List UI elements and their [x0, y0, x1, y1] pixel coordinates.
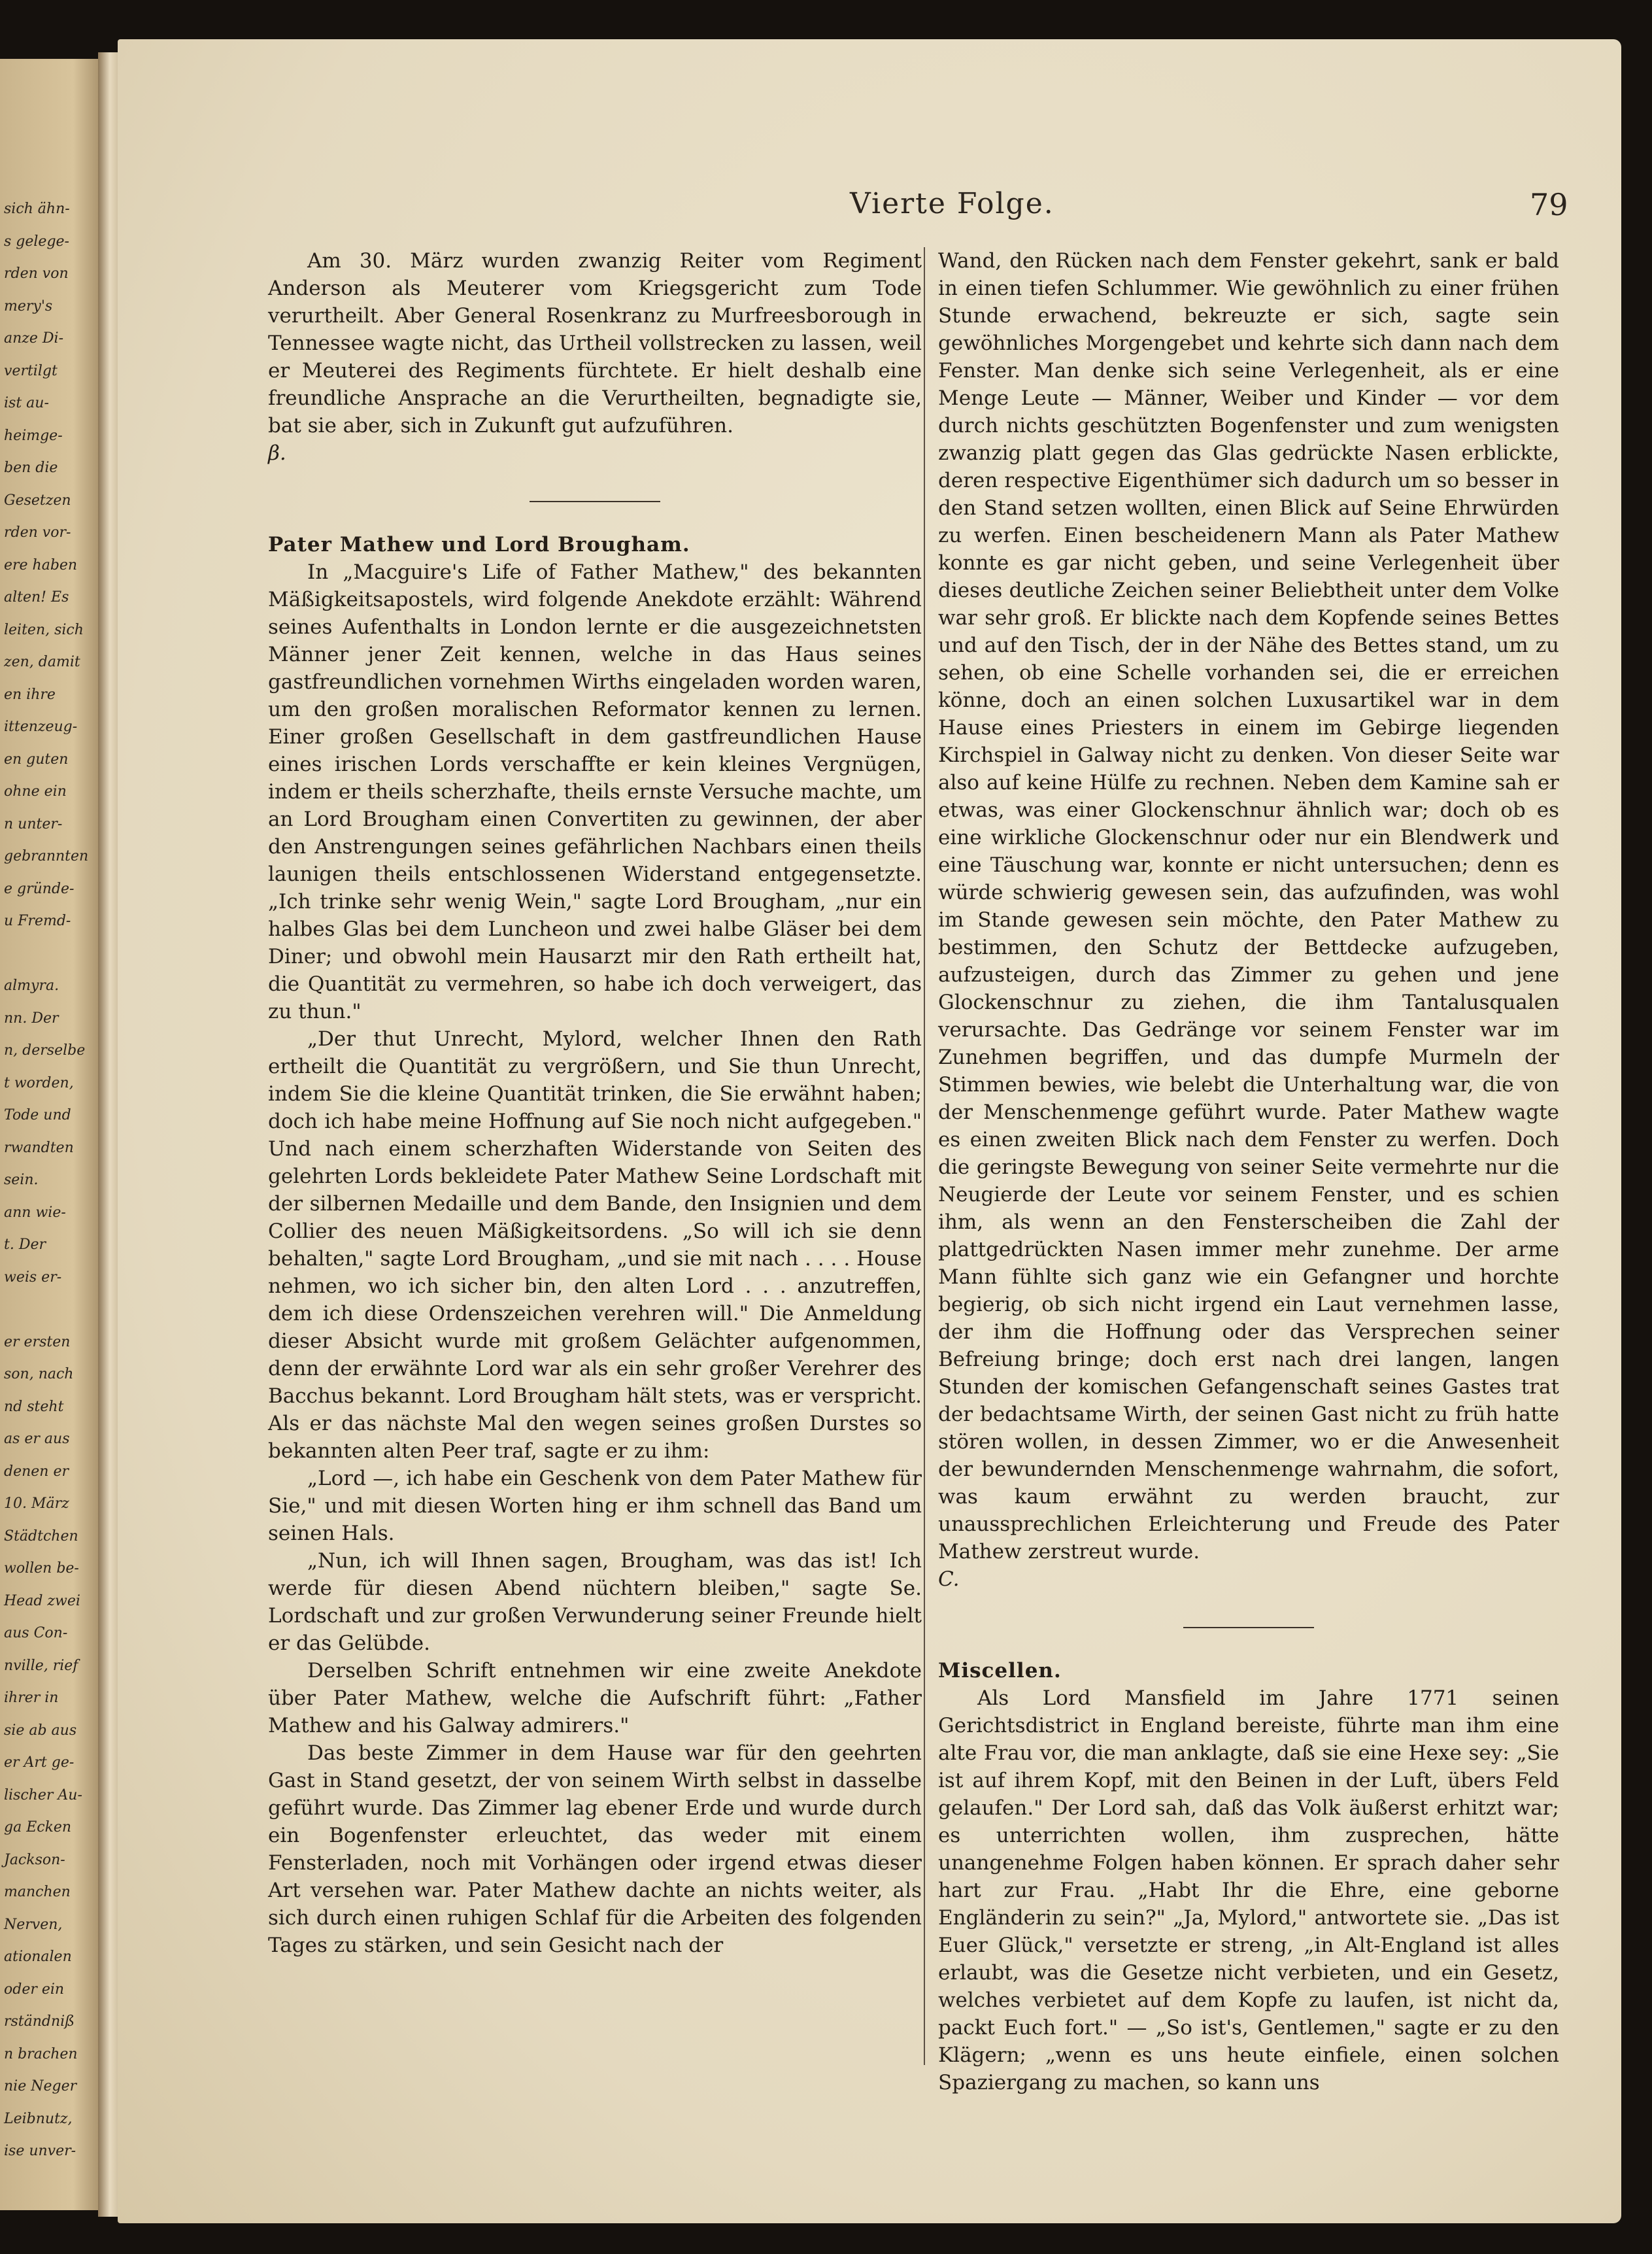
margin-fragment: u Fremd- — [4, 913, 71, 929]
margin-fragment: ann wie- — [4, 1204, 66, 1221]
signature: C. — [938, 1567, 960, 1591]
margin-fragment: Tode und — [4, 1107, 71, 1123]
page-number: 79 — [1530, 187, 1568, 222]
margin-fragment: ga Ecken — [4, 1819, 72, 1836]
signature: β. — [268, 441, 286, 465]
margin-fragment: Jackson- — [4, 1851, 65, 1868]
margin-fragment: t worden, — [4, 1074, 74, 1091]
paragraph: In „Macguire's Life of Father Mathew," des bekannten Mäßigkeitsapostels, wird folgende Anekdote erzählt: Während seines Aufenthalts in London lernte er die ausgezeichnetsten Männer jener Zeit kennen, welche in das Haus seines gastfreundlichen vornehmen Wirths eingeladen worden waren, um den großen moralischen Reformator kennen zu lernen. Einer großen Gesellschaft in dem gastfreundlichen Hause eines irischen Lords verschaffte er kein kleines Vergnügen, indem er theils scherzhafte, theils ernste Versuche machte, um an Lord Brougham einen Convertiten zu gewinnen, der aber den Anstrengungen seines gefährlichen Nachbars einen theils launigen theils entschlossenen Widerstand entgegensetzte. „Ich trinke sehr wenig Wein," sagte Lord Brougham, „nur ein halbes Glas bei dem Luncheon und zwei halbe Gläser bei dem Diner; und obwohl mein Hausarzt mir den Rath ertheilt hat, die Quantität zu vermehren, so habe ich doch verweigert, das zu thun." — [268, 560, 922, 1023]
margin-fragment: alten! Es — [4, 589, 69, 606]
margin-fragment: 10. März — [4, 1495, 69, 1512]
margin-fragment: rständniß — [4, 2013, 75, 2030]
margin-fragment: aus Con- — [4, 1625, 68, 1641]
margin-fragment: rwandten — [4, 1139, 74, 1156]
running-title: Vierte Folge. — [850, 187, 1054, 220]
page — [118, 39, 1621, 2223]
margin-fragment: ise unver- — [4, 2143, 76, 2159]
margin-fragment: er ersten — [4, 1333, 71, 1350]
margin-fragment: heimge- — [4, 427, 63, 444]
margin-fragment: oder ein — [4, 1981, 65, 1998]
margin-fragment: as er aus — [4, 1431, 70, 1447]
margin-fragment: Städtchen — [4, 1528, 78, 1545]
margin-fragment: n unter- — [4, 815, 63, 832]
margin-fragment: e gründe- — [4, 880, 75, 897]
margin-fragment: nie Neger — [4, 2078, 77, 2094]
margin-fragment: Gesetzen — [4, 492, 71, 509]
article-heading: Pater Mathew und Lord Brougham. — [268, 533, 690, 556]
margin-fragment: t. Der — [4, 1237, 46, 1253]
paragraph: Am 30. März wurden zwanzig Reiter vom Regiment Anderson als Meuterer vom Kriegsgericht zum Tode verurtheilt. Aber General Rosenkranz zu Murfreesborough in Tennessee wagte nicht, das Urtheil vollstrecken zu lassen, weil er Meuterei des Regiments fürchtete. Er hielt deshalb eine freundliche Ansprache an die Verurtheilten, begnadigte sie, bat sie aber, sich in Zukunft gut aufzuführen. — [268, 249, 922, 437]
margin-fragment: rden vor- — [4, 524, 71, 541]
margin-fragment: mery's — [4, 298, 53, 315]
section-heading: Miscellen. — [938, 1659, 1062, 1682]
margin-fragment: wollen be- — [4, 1560, 79, 1577]
margin-fragment: en guten — [4, 751, 69, 768]
margin-fragment: sich ähn- — [4, 201, 70, 217]
margin-fragment: lischer Au- — [4, 1786, 82, 1803]
paragraph: „Lord —, ich habe ein Geschenk von dem Pater Mathew für Sie," und mit diesen Worten hing er ihm schnell das Band um seinen Hals. — [268, 1467, 922, 1545]
paragraph: Derselben Schrift entnehmen wir eine zweite Anekdote über Pater Mathew, welche die Aufschrift führt: „Father Mathew and his Galway admirers." — [268, 1659, 922, 1737]
margin-fragment: zen, damit — [4, 654, 80, 670]
margin-fragment: Nerven, — [4, 1916, 63, 1933]
column-divider — [924, 247, 925, 2065]
margin-fragment: ittenzeug- — [4, 719, 78, 735]
margin-fragment: ist au- — [4, 395, 49, 411]
margin-fragment: Leibnutz, — [4, 2110, 73, 2127]
paragraph: Das beste Zimmer in dem Hause war für den geehrten Gast in Stand gesetzt, der von seinem Wirth selbst in dasselbe geführt wurde. Das Zimmer lag ebener Erde und wurde durch ein Bogenfenster erleuchtet, das weder mit einem Fensterladen, noch mit Vorhängen oder irgend etwas dieser Art versehen war. Pater Mathew dachte an nichts weiter, als sich durch einen ruhigen Schlaf für die Arbeiten des folgenden Tages zu stärken, und sein Gesicht nach der — [268, 1741, 922, 1957]
margin-fragment: gebrannten — [4, 848, 89, 864]
margin-fragment: ihrer in — [4, 1690, 59, 1706]
paragraph: Wand, den Rücken nach dem Fenster gekehrt, sank er bald in einen tiefen Schlummer. Wie gewöhnlich zu einer frühen Stunde erwachend, bekreuzte er sich, sagte sein gewöhnliches Morgengebet und kehrte sich dann nach dem Fenster. Man denke sich seine Verlegenheit, als er eine Menge Leute — Männer, Weiber und Kinder — vor dem durch nichts geschützten Bogenfenster und zum wenigsten zwanzig platt gegen das Glas gedrückte Nasen erblickte, deren respective Eigenthümer sich dadurch um so besser in den Stand setzen wollten, einen Blick auf Seine Ehrwürden zu werfen. Einen bescheidenern Mann als Pater Mathew konnte es gar nicht geben, und seine Verlegenheit über dieses deutliche Zeichen seiner Beliebtheit unter dem Volke war sehr groß. Er blickte nach dem Kopfende seines Bettes und auf den Tisch, der in der Nähe des Bettes stand, um zu sehen, ob eine Schelle vorhanden sei, die er erreichen könne, doch an einen solchen Luxusartikel war in dem Hause eines Priesters in einem im Gebirge liegenden Kirchspiel in Galway nicht zu denken. Von dieser Seite war also auf keine Hülfe zu rechnen. Neben dem Kamine sah er etwas, was einer Glockenschnur ähnlich war; doch ob es eine wirkliche Glockenschnur oder nur ein Blendwerk und eine Täuschung war, konnte er nicht untersuchen; denn es würde schwierig gewesen sein, das aufzufinden, was wohl im Stande gewesen sein möchte, den Pater Mathew zu bestimmen, den Schutz der Bettdecke aufzugeben, aufzusteigen, durch das Zimmer zu gehen und jene Glockenschnur zu ziehen, die ihm Tantalusqualen verursachte. Das Gedränge vor seinem Fenster war im Zunehmen begriffen, und das dumpfe Murmeln der Stimmen bewies, wie belebt die Unterhaltung war, die von der Menschenmenge geführt wurde. Pater Mathew wagte es einen zweiten Blick nach dem Fenster zu werfen. Doch die geringste Bewegung von seiner Seite vermehrte nur die Neugierde der Leute vor seinem Fenster, und es schien ihm, als wenn an den Fensterscheiben die Zahl der plattgedrückten Nasen immer mehr zunehme. Der arme Mann fühlte sich ganz wie ein Gefangner und horchte begierig, ob sich nicht irgend ein Laut vernehmen lasse, der ihm die Hoffnung oder das Versprechen seiner Befreiung bringe; doch erst nach drei langen, langen Stunden der komischen Gefangenschaft seines Gastes trat der bedachtsame Wirth, der seinen Gast nicht zu früh hatte stören wollen, in dessen Zimmer, wo er die Anwesenheit der bewundernden Menschenmenge wahrnahm, die sofort, was kaum erwähnt zu werden braucht, zur unaussprechlichen Erleichterung und Freude des Pater Mathew zerstreut wurde. — [938, 249, 1559, 1563]
margin-fragment: nn. Der — [4, 1010, 59, 1027]
margin-fragment: Head zwei — [4, 1592, 80, 1609]
margin-fragment: almyra. — [4, 978, 59, 994]
margin-fragment: manchen — [4, 1884, 71, 1900]
margin-fragment: anze Di- — [4, 330, 63, 347]
margin-fragment: sie ab aus — [4, 1722, 77, 1739]
margin-fragment: s gelege- — [4, 233, 69, 250]
paragraph: „Nun, ich will Ihnen sagen, Brougham, was das ist! Ich werde für diesen Abend nüchtern bleiben," sagte Se. Lordschaft und zur großen Verwunderung seiner Freunde hielt er das Gelübde. — [268, 1549, 922, 1655]
margin-fragment: n, derselbe — [4, 1042, 86, 1059]
margin-fragment: sein. — [4, 1172, 39, 1188]
margin-fragment: weis er- — [4, 1269, 62, 1286]
paragraph: Als Lord Mansfield im Jahre 1771 seinen Gerichtsdistrict in England bereiste, führte man ihm eine alte Frau vor, die man anklagte, daß sie eine Hexe sey: „Sie ist auf ihrem Kopf, mit den Beinen in der Luft, übers Feld gelaufen." Der Lord sah, daß das Volk äußerst erhitzt war; es unterrichten wollen, ihm zusprechen, hätte unangenehme Folgen haben können. Er sprach daher sehr hart zur Frau. „Habt Ihr die Ehre, eine geborne Engländerin zu sein?" „Ja, Mylord," antwortete sie. „Das ist Euer Glück," versetzte er streng, „in Alt-England ist alles erlaubt, was die Gesetze nicht verbieten, und ein Gesetz, welches verbietet auf dem Kopfe zu laufen, ist nicht da, packt Euch fort." — „So ist's, Gentlemen," sagte er zu den Klägern; „wenn es uns heute einfiele, einen solchen Spaziergang zu machen, so kann uns — [938, 1686, 1559, 2094]
margin-fragment: ere haben — [4, 556, 78, 573]
margin-fragment: son, nach — [4, 1366, 74, 1382]
section-rule — [530, 501, 660, 502]
right-column — [938, 247, 1559, 2096]
margin-fragment: ohne ein — [4, 783, 67, 800]
margin-fragment: leiten, sich — [4, 621, 84, 638]
margin-fragment: nd steht — [4, 1398, 64, 1415]
margin-fragment: er Art ge- — [4, 1754, 75, 1771]
margin-fragment: n brachen — [4, 2045, 78, 2062]
paragraph: „Der thut Unrecht, Mylord, welcher Ihnen den Rath ertheilt die Quantität zu vergrößern, und Sie thun Unrecht, indem Sie die kleine Quantität trinken, die Sie erwähnt haben; doch ich habe meine Hoffnung auf Sie noch nicht aufgegeben." Und nach einem scherzhaften Widerstande von Seiten des gelehrten Lords bekleidete Pater Mathew Seine Lordschaft mit der silbernen Medaille und dem Bande, den Insignien und dem Collier des neuen Mäßigkeitsordens. „So will ich sie denn behalten," sagte Lord Brougham, „und sie mit nach . . . . House nehmen, wo ich sicher bin, den alten Lord . . . anzutreffen, dem ich diese Ordenszeichen verehren will." Die Anmeldung dieser Absicht wurde mit großem Gelächter aufgenommen, denn der erwähnte Lord war als ein sehr großer Verehrer des Bacchus bekannt. Lord Brougham hält stets, was er verspricht. Als er das nächste Mal den wegen seines großen Durstes so bekannten alten Peer traf, sagte er zu ihm: — [268, 1027, 922, 1463]
margin-fragment: en ihre — [4, 686, 56, 703]
margin-fragment: rden von — [4, 265, 69, 282]
margin-fragment: nville, rief — [4, 1657, 78, 1674]
margin-fragment: ben die — [4, 460, 58, 476]
left-column — [268, 247, 922, 1959]
margin-fragment: denen er — [4, 1463, 69, 1480]
margin-fragment: ationalen — [4, 1949, 72, 1965]
previous-page-edge — [0, 59, 105, 2210]
margin-fragment: vertilgt — [4, 362, 58, 379]
section-rule — [1183, 1627, 1314, 1628]
